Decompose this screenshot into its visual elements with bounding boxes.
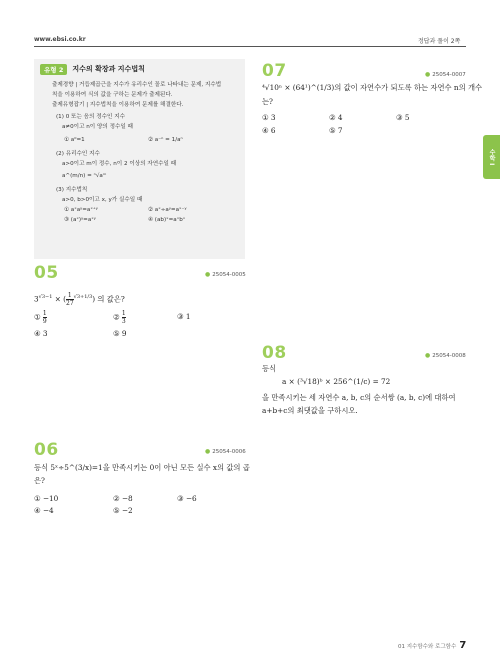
problem-05-number: 05	[34, 263, 59, 283]
box-item1: (1) 0 또는 음의 정수인 지수	[56, 114, 126, 120]
problem-05-code: ● 25054-0005	[205, 271, 246, 278]
type-title: 지수의 확장과 지수법칙	[72, 65, 145, 73]
problem-07-choice-5[interactable]: ⑤ 7	[329, 126, 343, 135]
box-line2: 칙을 이용하여 식의 값을 구하는 문제가 출제된다.	[52, 92, 173, 98]
problem-08-question-line1: 을 만족시키는 세 자연수 a, b, c의 순서쌍 (a, b, c)에 대하여	[262, 393, 456, 402]
box-item1a: a≠0이고 n이 양의 정수일 때	[62, 124, 133, 130]
box-item3c: ② aˣ÷aʸ=aˣ⁻ʸ	[148, 207, 187, 213]
problem-05-choice-5[interactable]: ⑤ 9	[113, 329, 127, 338]
site-url: www.ebsi.co.kr	[34, 36, 86, 43]
problem-07-choice-3[interactable]: ③ 5	[396, 113, 410, 122]
box-item3: (3) 지수법칙	[56, 187, 88, 193]
problem-08-number: 08	[262, 343, 287, 363]
problem-07-question-line2: 는?	[262, 97, 273, 106]
header-rule	[34, 46, 466, 47]
problem-06-choice-5[interactable]: ⑤ −2	[113, 506, 133, 515]
problem-06-question-line2: 은?	[34, 476, 45, 485]
problem-08-question-intro: 등식	[262, 364, 277, 373]
problem-06-choice-1[interactable]: ① −10	[34, 494, 59, 503]
problem-07-code: ● 25054-0007	[425, 71, 466, 78]
problem-07-choice-4[interactable]: ④ 6	[262, 126, 276, 135]
footer-chapter: 01 지수함수와 로그함수	[398, 644, 457, 650]
problem-08-code: ● 25054-0008	[425, 352, 466, 359]
box-item3d: ③ (aˣ)ʸ=aˣʸ	[64, 217, 96, 223]
problem-07-choice-1[interactable]: ① 3	[262, 113, 276, 122]
box-item3e: ④ (ab)ˣ=aˣbˣ	[148, 217, 186, 223]
box-item2b: a^(m/n) = ⁿ√aᵐ	[62, 173, 107, 179]
side-tab: 수학 I	[483, 135, 500, 179]
problem-06-question-line1: 등식 5ˣ÷5^(3/x)=1을 만족시키는 0이 아닌 모든 실수 x의 값의 곱	[34, 463, 250, 472]
problem-05-choice-4[interactable]: ④ 3	[34, 329, 48, 338]
problem-05-choice-1[interactable]: ① $\frac{1}{9}$	[34, 310, 47, 325]
problem-08-equation: a × (³√18)ᵇ × 256^(1/c) = 72	[282, 377, 391, 386]
problem-07-choice-2[interactable]: ② 4	[329, 113, 343, 122]
box-line3: 출제유형잡기 | 지수법칙을 이용하여 문제를 해결한다.	[52, 102, 184, 108]
box-item2a: a>0이고 m이 정수, n이 2 이상의 자연수일 때	[62, 161, 177, 167]
box-item2: (2) 유리수인 지수	[56, 151, 100, 157]
problem-06-choice-2[interactable]: ② −8	[113, 494, 133, 503]
type-tag	[40, 63, 145, 75]
box-item1c: ② a⁻ⁿ = 1/aⁿ	[148, 137, 183, 143]
problem-05-choice-3[interactable]: ③ 1	[177, 312, 191, 321]
answer-ref: 정답과 풀이 2쪽	[418, 38, 461, 45]
page-number: 7	[459, 640, 467, 651]
footer	[398, 640, 466, 651]
problem-07-number: 07	[262, 61, 287, 81]
problem-08-question-line2: a+b+c의 최댓값을 구하시오.	[262, 406, 358, 415]
problem-07-question-line1: ⁴√10ⁿ × (64¹)^(1/3)의 값이 자연수가 되도록 하는 자연수 n의 개수	[262, 83, 483, 92]
box-item1b: ① a⁰=1	[64, 137, 85, 143]
problem-06-choice-4[interactable]: ④ −4	[34, 506, 54, 515]
type-badge: 유형 2	[40, 64, 67, 75]
box-item3b: ① aˣaʸ=aˣ⁺ʸ	[64, 207, 98, 213]
box-line1: 출제경향 | 거듭제곱근을 지수가 유리수인 꼴로 나타내는 문제, 지수법	[52, 82, 222, 88]
problem-05-choice-2[interactable]: ② $\frac{1}{3}$	[113, 310, 126, 325]
problem-06-choice-3[interactable]: ③ −6	[177, 494, 197, 503]
problem-06-number: 06	[34, 440, 59, 460]
box-item3a: a>0, b>0이고 x, y가 실수일 때	[62, 197, 143, 203]
problem-05-question: $3^{√3-1}$ × ( $\frac{1}{27}$ $^{√3+1/3}$) 의 값은?	[34, 291, 125, 307]
problem-06-code: ● 25054-0006	[205, 448, 246, 455]
